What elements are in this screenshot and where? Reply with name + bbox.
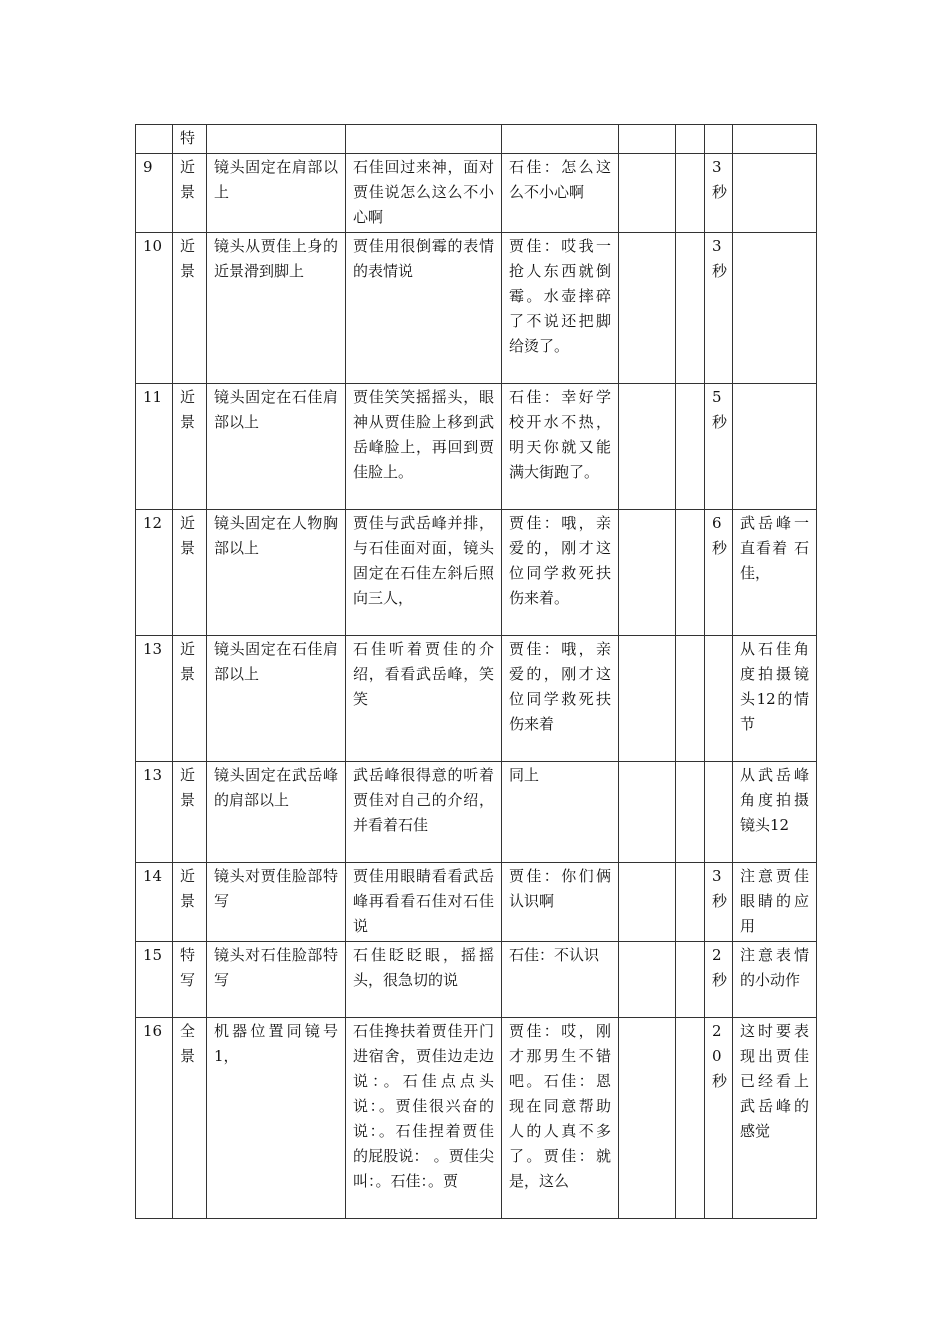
sound-cell [619,384,676,510]
action-cell: 贾佳用很倒霉的表情的表情说 [346,233,502,384]
duration-cell: 6秒 [705,510,733,636]
shot-number-cell: 10 [136,233,173,384]
note-cell: 注意表情的小动作 [733,942,817,1018]
shot-size-cell: 近景 [173,863,207,942]
action-cell: 石佳搀扶着贾佳开门进宿舍，贾佳边走边说：。石佳点点头说：。贾佳很兴奋的说：。石佳捏着贾佳的屁股说： 。贾佳尖叫：。石佳：。贾 [346,1018,502,1219]
shot-size-cell: 特 [173,125,207,154]
sound-cell [619,233,676,384]
music-cell [676,762,705,863]
sound-cell [619,863,676,942]
table-row [136,636,817,762]
sound-cell [619,154,676,233]
action-cell: 石佳听着贾佳的介绍，看看武岳峰，笑笑 [346,636,502,762]
table-row [136,863,817,942]
note-cell [733,154,817,233]
table-row [136,1018,817,1219]
shot-size-cell: 近景 [173,636,207,762]
action-cell [346,125,502,154]
shot-size-cell: 全景 [173,1018,207,1219]
dialogue-cell: 石佳：怎么这么不小心啊 [502,154,619,233]
shot-number-cell: 14 [136,863,173,942]
note-cell: 从石佳角度拍摄镜头12的情节 [733,636,817,762]
duration-cell [705,636,733,762]
music-cell [676,233,705,384]
dialogue-cell: 贾佳：你们俩认识啊 [502,863,619,942]
note-cell: 注意贾佳眼睛的应用 [733,863,817,942]
sound-cell [619,510,676,636]
shot-size-cell: 近景 [173,233,207,384]
music-cell [676,863,705,942]
sound-cell [619,1018,676,1219]
shot-number-cell: 9 [136,154,173,233]
camera-cell: 镜头固定在石佳肩部以上 [207,636,346,762]
sound-cell [619,125,676,154]
music-cell [676,384,705,510]
shot-size-cell: 特写 [173,942,207,1018]
note-cell: 武岳峰一直看着 石佳， [733,510,817,636]
music-cell [676,942,705,1018]
camera-cell: 镜头对贾佳脸部特写 [207,863,346,942]
camera-cell: 镜头固定在肩部以上 [207,154,346,233]
dialogue-cell: 同上 [502,762,619,863]
dialogue-cell: 贾佳：哎我一抢人东西就倒霉。水壶摔碎了不说还把脚给烫了。 [502,233,619,384]
duration-cell: 2秒 [705,942,733,1018]
table-row [136,233,817,384]
sound-cell [619,762,676,863]
dialogue-cell: 石佳：不认识 [502,942,619,1018]
dialogue-cell: 贾佳：哦，亲爱的，刚才这位同学救死扶伤来着。 [502,510,619,636]
table-row [136,125,817,154]
music-cell [676,154,705,233]
shot-size-cell: 近景 [173,154,207,233]
table-row [136,384,817,510]
duration-cell: 20秒 [705,1018,733,1219]
storyboard-table [135,124,817,1219]
camera-cell: 镜头固定在人物胸部以上 [207,510,346,636]
shot-size-cell: 近景 [173,384,207,510]
shot-size-cell: 近景 [173,510,207,636]
dialogue-cell: 石佳：幸好学校开水不热，明天你就又能满大街跑了。 [502,384,619,510]
action-cell: 石佳眨眨眼，摇摇头，很急切的说 [346,942,502,1018]
action-cell: 石佳回过来神，面对贾佳说怎么这么不小心啊 [346,154,502,233]
duration-cell [705,762,733,863]
action-cell: 贾佳用眼睛看看武岳峰再看看石佳对石佳说 [346,863,502,942]
sound-cell [619,942,676,1018]
table-row [136,942,817,1018]
note-cell: 这时要表现出贾佳已经看上武岳峰的感觉 [733,1018,817,1219]
duration-cell: 3秒 [705,154,733,233]
camera-cell: 镜头固定在武岳峰的肩部以上 [207,762,346,863]
duration-cell [705,125,733,154]
dialogue-cell: 贾佳：哎，刚才那男生不错吧。石佳：恩现在同意帮助人的人真不多了。贾佳：就是，这么 [502,1018,619,1219]
duration-cell: 3秒 [705,863,733,942]
note-cell [733,233,817,384]
duration-cell: 3秒 [705,233,733,384]
note-cell [733,384,817,510]
camera-cell: 镜头对石佳脸部特写 [207,942,346,1018]
action-cell: 贾佳与武岳峰并排，与石佳面对面，镜头固定在石佳左斜后照向三人， [346,510,502,636]
duration-cell: 5秒 [705,384,733,510]
camera-cell: 镜头固定在石佳肩部以上 [207,384,346,510]
camera-cell [207,125,346,154]
shot-number-cell: 13 [136,636,173,762]
shot-number-cell [136,125,173,154]
table-row [136,762,817,863]
camera-cell: 机器位置同镜号1， [207,1018,346,1219]
music-cell [676,125,705,154]
table-row [136,510,817,636]
table-row [136,154,817,233]
sound-cell [619,636,676,762]
dialogue-cell [502,125,619,154]
music-cell [676,1018,705,1219]
shot-number-cell: 13 [136,762,173,863]
dialogue-cell: 贾佳：哦，亲爱的，刚才这位同学救死扶伤来着 [502,636,619,762]
note-cell: 从武岳峰角度拍摄镜头12 [733,762,817,863]
music-cell [676,510,705,636]
action-cell: 武岳峰很得意的听着贾佳对自己的介绍，并看着石佳 [346,762,502,863]
shot-number-cell: 12 [136,510,173,636]
shot-number-cell: 11 [136,384,173,510]
shot-number-cell: 15 [136,942,173,1018]
camera-cell: 镜头从贾佳上身的近景滑到脚上 [207,233,346,384]
note-cell [733,125,817,154]
music-cell [676,636,705,762]
shot-number-cell: 16 [136,1018,173,1219]
action-cell: 贾佳笑笑摇摇头，眼神从贾佳脸上移到武岳峰脸上，再回到贾佳脸上。 [346,384,502,510]
shot-size-cell: 近景 [173,762,207,863]
